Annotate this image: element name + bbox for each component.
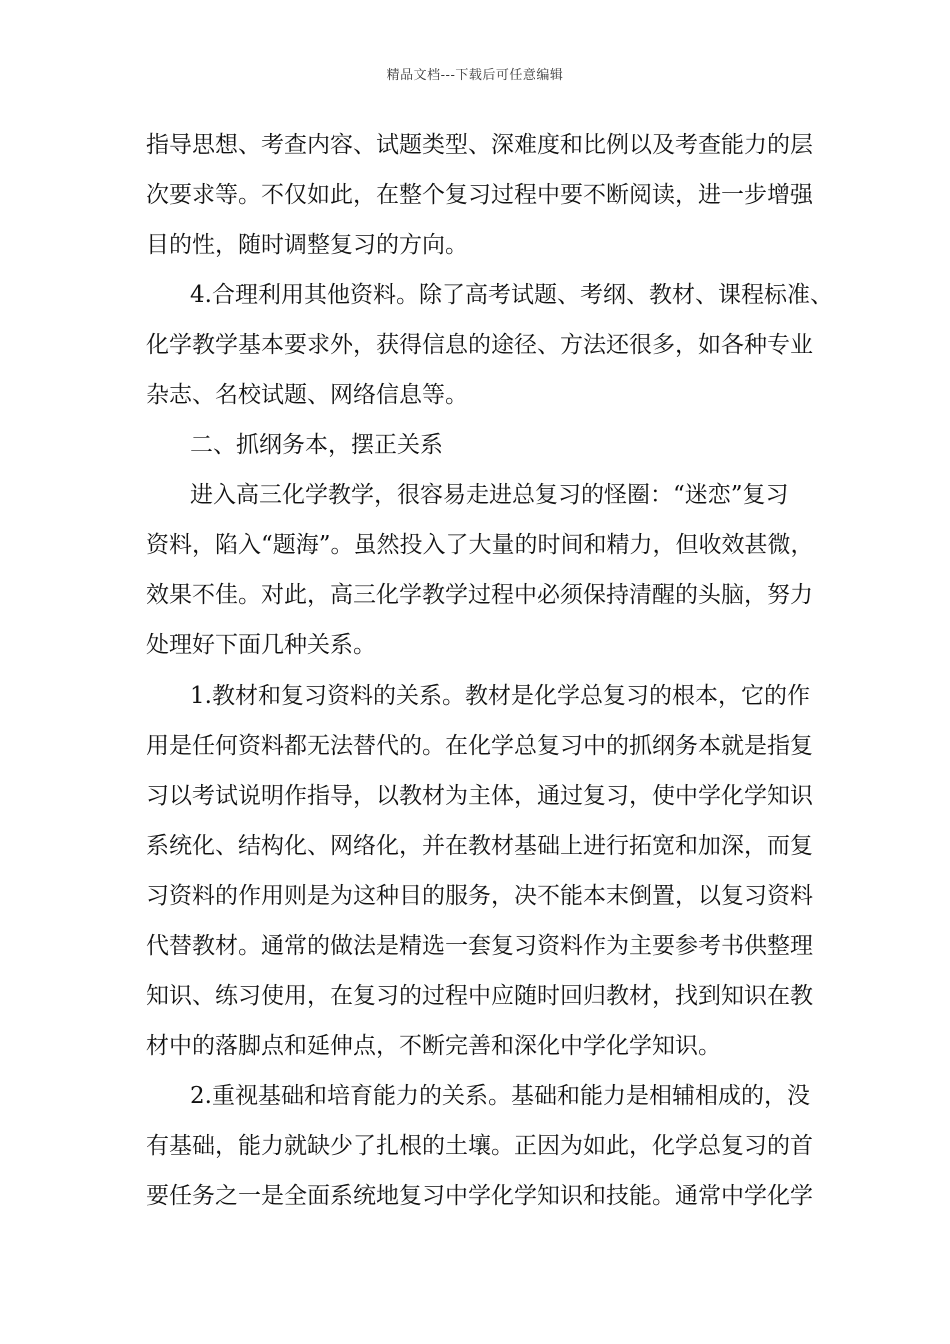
text-line: 2.重视基础和培育能力的关系。基础和能力是相辅相成的，没 — [190, 1083, 810, 1109]
text-line: 知识、练习使用，在复习的过程中应随时回归教材，找到知识在教 — [146, 983, 813, 1009]
text-line: 要任务之一是全面系统地复习中学化学知识和技能。通常中学化学 — [146, 1183, 813, 1209]
text-line: 代替教材。通常的做法是精选一套复习资料作为主要参考书供整理 — [146, 933, 813, 959]
text-line: 1.教材和复习资料的关系。教材是化学总复习的根本，它的作 — [190, 683, 810, 709]
text-line: 处理好下面几种关系。 — [146, 632, 376, 658]
text-line: 进入高三化学教学，很容易走进总复习的怪圈：“迷恋”复习 — [190, 482, 789, 508]
text-line: 系统化、结构化、网络化，并在教材基础上进行拓宽和加深，而复 — [146, 833, 813, 859]
page-header: 精品文档---下载后可任意编辑 — [386, 68, 564, 83]
text-line: 效果不佳。对此，高三化学教学过程中必须保持清醒的头脑，努力 — [146, 582, 813, 608]
text-line: 用是任何资料都无法替代的。在化学总复习中的抓纲务本就是指复 — [146, 733, 813, 759]
text-line: 目的性，随时调整复习的方向。 — [146, 232, 468, 258]
text-line: 指导思想、考查内容、试题类型、深难度和比例以及考查能力的层 — [146, 132, 813, 158]
text-line: 化学教学基本要求外，获得信息的途径、方法还很多，如各种专业 — [146, 332, 813, 358]
text-line: 材中的落脚点和延伸点，不断完善和深化中学化学知识。 — [146, 1033, 721, 1059]
text-line: 4.合理利用其他资料。除了高考试题、考纲、教材、课程标准、 — [190, 282, 833, 308]
text-line: 有基础，能力就缺少了扎根的土壤。正因为如此，化学总复习的首 — [146, 1133, 813, 1159]
text-line: 资料，陷入“题海”。虽然投入了大量的时间和精力，但收效甚微， — [146, 532, 814, 558]
text-line: 习资料的作用则是为这种目的服务，决不能本末倒置，以复习资料 — [146, 883, 813, 909]
section-heading: 二、抓纲务本，摆正关系 — [190, 432, 443, 458]
text-line: 习以考试说明作指导，以教材为主体，通过复习，使中学化学知识 — [146, 783, 813, 809]
text-line: 次要求等。不仅如此，在整个复习过程中要不断阅读，进一步增强 — [146, 182, 813, 208]
text-line: 杂志、名校试题、网络信息等。 — [146, 382, 468, 408]
